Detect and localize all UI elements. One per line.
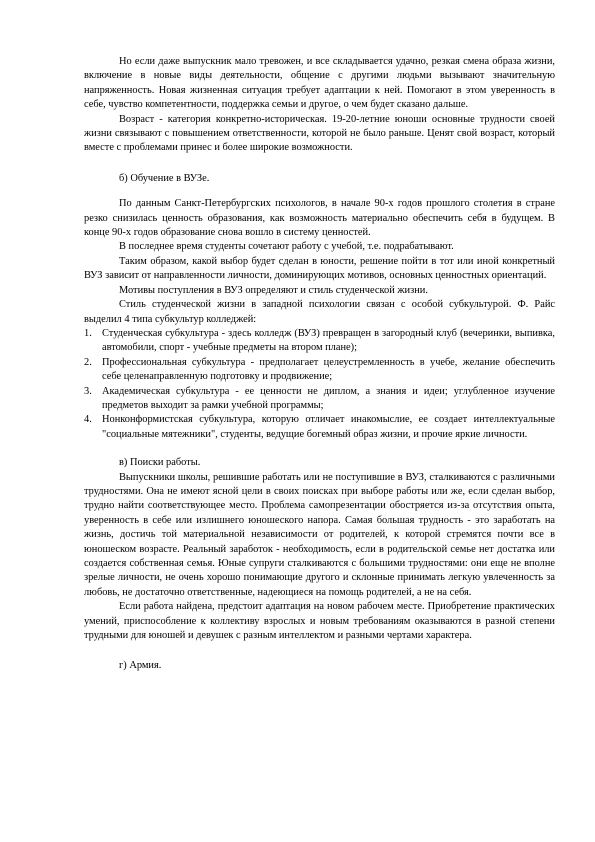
list-item-text: Нонконформистская субкультура, которую отличает инакомыслие, ее создает интеллектуальные "социальные мятежники", студенты, ведущие богемный образ жизни, и прочие яркие личности. [102, 414, 555, 440]
list-item [84, 356, 555, 385]
paragraph: По данным Санкт-Петербургских психологов, в начале 90-х годов прошлого столетия в стране резко снизилась ценность образования, как возможность материально обеспечить себя в будущем. В конце 90-х годов образование снова вошло в систему ценностей. [84, 198, 555, 239]
section-heading-g: г) Армия. [119, 660, 162, 672]
paragraph: Таким образом, какой выбор будет сделан в юности, решение пойти в тот или иной конкретный ВУЗ зависит от направленности личности, доминирующих мотивов, основных ценностных ориентаций. [84, 255, 555, 282]
document-body [84, 55, 555, 674]
list-item-number: 1. [84, 327, 92, 339]
list-item [84, 413, 555, 442]
paragraph: Но если даже выпускник мало тревожен, и все складывается удачно, резкая смена образа жизни, включение в новые виды деятельности, общение с другими людьми вызывают значительную напряженность. Новая жизненная ситуация требует адаптации к ней. Помогают в этом уверенность в себе, чувство компетентности, поддержка семьи и другое, о чем будет сказано дальше. [84, 56, 555, 111]
paragraph: Выпускники школы, решившие работать или не поступившие в ВУЗ, сталкиваются с различными трудностями. Она не имеют ясной цели в своих поисках при выборе работы или же, если сделан выбор, трудно найти соответствующее место. Проблема самопрезентации обостряется из-за отсутствия опыта, уверенность в себе или излишнего юношеского напора. Самая большая трудность - это заработать на жизнь, достичь той материальной независимости от родителей, к которой стремятся почти все в юношеском возрасте. Реальный заработок - необходимость, если в родительской семье нет достатка или создается собственная семья. Юные супруги сталкиваются с большими трудностями: они еще не вполне зрелые личности, не очень хорошо понимающие другого и склонные принимать легкую увлеченность за любовь, не достаточно ответственные, надеющиеся на помощь родителей, а не на себя. [84, 471, 555, 598]
list-item-text: Профессиональная субкультура - предполагает целеустремленность в учебе, желание обеспечить себе целенаправленную подготовку и продвижение; [102, 356, 555, 383]
paragraph: Если работа найдена, предстоит адаптация на новом рабочем месте. Приобретение практических умений, приспособление к коллективу взрослых и новым требованиям оказываются в разной степени трудными для юношей и девушек с разным интеллектом и разными чертами характера. [84, 601, 555, 642]
list-item-number: 4. [84, 414, 92, 426]
list-item-number: 2. [84, 356, 92, 368]
subculture-list [84, 327, 555, 442]
section-heading-v: в) Поиски работы. [119, 457, 201, 469]
list-item-text: Студенческая субкультура - здесь колледж (ВУЗ) превращен в загородный клуб (вечеринки, выпивка, автомобили, спорт - учебные предметы на втором плане); [102, 327, 555, 354]
paragraph: Возраст - категория конкретно-историческая. 19-20-летние юноши основные трудности своей жизни связывают с повышением ответственности, которой не было раньше. Ценят свой возраст, который вместе с проблемами принес и более широкие возможности. [84, 113, 555, 154]
section-heading-b: б) Обучение в ВУЗе. [119, 172, 210, 184]
list-item-number: 3. [84, 385, 92, 397]
paragraph: Мотивы поступления в ВУЗ определяют и стиль студенческой жизни. [119, 284, 428, 296]
paragraph: В последнее время студенты сочетают работу с учебой, т.е. подрабатывают. [119, 241, 454, 253]
paragraph: Стиль студенческой жизни в западной психологии связан с особой субкультурой. Ф. Райс выделил 4 типа субкультур колледжей: [84, 299, 555, 325]
list-item [84, 385, 555, 414]
list-item [84, 327, 555, 356]
list-item-text: Академическая субкультура - ее ценности не диплом, а знания и идеи; углубленное изучение предметов выходит за рамки учебной программы; [102, 385, 555, 411]
